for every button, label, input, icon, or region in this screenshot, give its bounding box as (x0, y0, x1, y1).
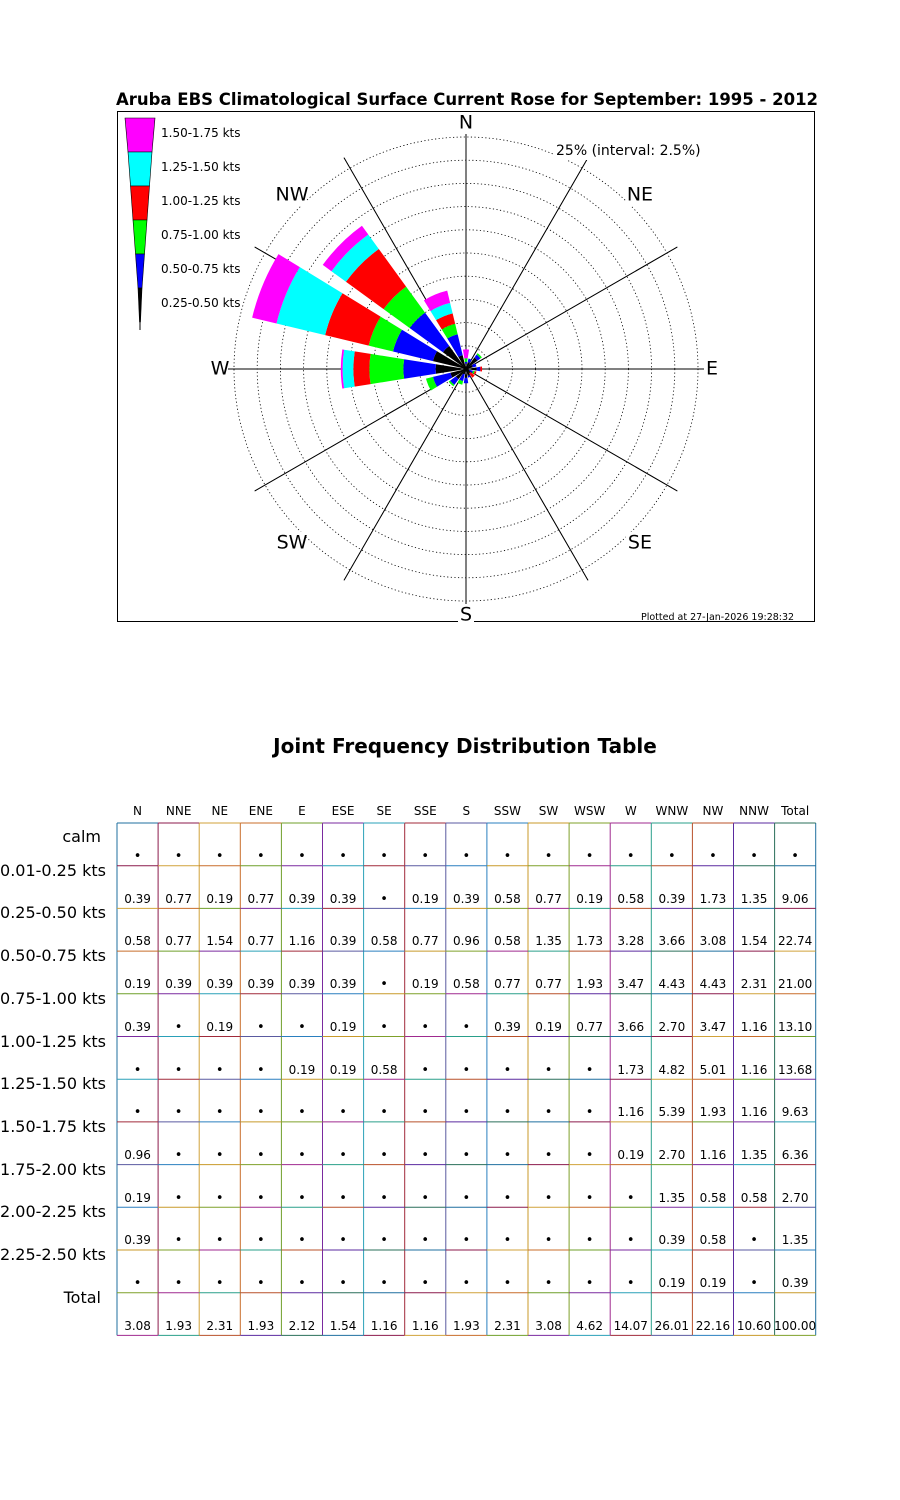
table-cell: • (380, 1147, 388, 1163)
table-cell: • (298, 1019, 306, 1035)
table-cell: 1.16 (617, 1105, 645, 1120)
table-cell: 1.73 (617, 1062, 645, 1077)
table-cell: 0.39 (124, 1233, 151, 1248)
table-cell: 1.93 (576, 977, 603, 992)
table-cell: • (585, 849, 594, 864)
ring-interval-label: 25% (interval: 2.5%) (556, 143, 701, 159)
table-cell: • (215, 1276, 224, 1291)
table-cell: 3.47 (699, 1019, 727, 1034)
table-cell: • (544, 1062, 553, 1078)
table-cell: 1.35 (535, 934, 562, 949)
table-cell: 100.00 (774, 1318, 817, 1333)
table-cell: 0.77 (494, 977, 521, 992)
table-col-header-e: E (298, 804, 306, 818)
table-cell: 0.39 (124, 1019, 151, 1034)
table-cell: • (585, 1276, 594, 1291)
table-cell: • (709, 849, 717, 864)
table-cell: 1.16 (288, 934, 316, 949)
table-col-header-w: W (624, 804, 637, 818)
table-cell: • (298, 849, 306, 864)
table-cell: • (462, 1019, 471, 1035)
table-cell: 0.39 (247, 977, 275, 992)
table-cell: 1.73 (576, 934, 603, 949)
table-cell: 0.39 (329, 977, 357, 992)
table-cell: 4.82 (658, 1062, 686, 1077)
table-cell: • (380, 1105, 388, 1121)
table-cell: • (174, 1147, 183, 1163)
table-cell: • (626, 1276, 635, 1291)
table-cell: 0.58 (124, 934, 151, 949)
table-cell: • (339, 849, 347, 864)
table-row-label: 1.00-1.25 kts (0, 1031, 106, 1051)
table-cell: • (174, 1233, 183, 1249)
compass-label-sw: SW (276, 531, 308, 554)
table-cell: • (215, 1147, 224, 1163)
table-cell: 0.39 (329, 891, 357, 906)
table-cell: • (503, 1105, 512, 1121)
table-cell: 22.74 (777, 934, 813, 949)
table-cell: 0.58 (452, 977, 480, 992)
table-cell: 21.00 (777, 977, 813, 992)
table-row-label: 0.75-1.00 kts (0, 988, 106, 1008)
table-cell: • (503, 1276, 512, 1291)
table-cell: 0.19 (411, 891, 439, 906)
table-cell: 22.16 (695, 1318, 731, 1333)
table-cell: 0.39 (452, 891, 480, 906)
table-cell: • (585, 1062, 594, 1078)
table-cell: 1.54 (740, 934, 768, 949)
table-cell: • (462, 1233, 471, 1249)
table-cell: 2.31 (740, 977, 768, 992)
table-cell: 0.58 (699, 1190, 727, 1205)
table-cell: • (380, 1233, 388, 1249)
table-col-header-nnw: NNW (739, 804, 769, 818)
table-cell: • (215, 1105, 224, 1121)
table-row-label: 2.25-2.50 kts (0, 1245, 106, 1264)
table-cell: 0.19 (329, 1019, 357, 1034)
table-cell: • (133, 1105, 142, 1121)
table-cell: • (298, 1190, 306, 1206)
table-row-label: 2.00-2.25 kts (0, 1202, 106, 1222)
table-cell: • (421, 1190, 430, 1206)
table-cell: • (257, 849, 265, 864)
legend-label-4: 0.50-0.75 kts (161, 262, 241, 276)
table-cell: • (544, 1276, 553, 1291)
table-cell: 1.35 (740, 1147, 768, 1162)
table-title: Joint Frequency Distribution Table (273, 734, 657, 758)
table-cell: 0.39 (658, 1233, 686, 1248)
table-cell: • (421, 1147, 430, 1163)
table-cell: 0.77 (411, 934, 439, 949)
table-cell: • (750, 849, 758, 864)
table-row-label: 1.75-2.00 kts (0, 1159, 106, 1179)
table-cell: • (174, 1190, 183, 1206)
table-cell: 0.39 (329, 934, 357, 949)
table-cell: • (626, 849, 635, 864)
table-row-label: calm (62, 827, 101, 846)
table-cell: 1.73 (699, 891, 727, 906)
table-col-header-wnw: WNW (655, 804, 689, 818)
table-cell: 1.93 (699, 1105, 727, 1120)
table-cell: 0.58 (699, 1233, 727, 1248)
table-cell: 0.19 (617, 1147, 645, 1162)
plotted-timestamp: Plotted at 27-Jan-2026 19:28:32 (641, 612, 795, 623)
table-cell: 1.54 (329, 1318, 357, 1333)
table-cell: • (585, 1233, 594, 1249)
table-cell: 1.93 (165, 1318, 192, 1333)
table-cell: 5.01 (699, 1062, 727, 1077)
table-cell: 1.54 (206, 934, 234, 949)
table-cell: • (421, 849, 430, 864)
table-cell: • (544, 1105, 553, 1121)
table-col-header-total: Total (781, 804, 810, 818)
table-cell: 13.10 (777, 1019, 813, 1034)
compass-label-n: N (458, 112, 474, 134)
table-cell: • (750, 1233, 758, 1249)
table-cell: • (503, 1190, 512, 1206)
table-cell: • (174, 1276, 183, 1291)
table-cell: • (503, 1147, 512, 1163)
table-cell: • (298, 1233, 306, 1249)
table-cell: 0.39 (781, 1276, 809, 1290)
table-cell: • (503, 1062, 512, 1078)
table-cell: • (257, 1062, 265, 1078)
table-cell: • (544, 849, 553, 864)
compass-label-e: E (705, 357, 719, 380)
table-cell: 0.19 (124, 1190, 151, 1205)
table-col-header-nne: NNE (165, 804, 192, 818)
table-cell: 2.12 (288, 1318, 316, 1333)
table-cell: 0.39 (494, 1019, 521, 1034)
legend-label-2: 1.00-1.25 kts (161, 194, 241, 208)
table-col-header-sw: SW (538, 804, 559, 818)
table-cell: 0.39 (206, 977, 234, 992)
table-cell: 1.16 (411, 1318, 439, 1333)
table-cell: 0.58 (740, 1190, 768, 1205)
table-cell: • (339, 1105, 347, 1121)
table-cell: • (380, 891, 388, 907)
table-row-label: 0.25-0.50 kts (0, 903, 106, 923)
table-cell: 9.06 (781, 891, 809, 906)
table-row-label: 0.01-0.25 kts (0, 860, 106, 880)
table-cell: • (462, 1062, 471, 1078)
table-cell: 3.28 (617, 934, 645, 949)
table-cell: 1.35 (658, 1190, 686, 1205)
table-cell: 0.39 (165, 977, 192, 992)
table-cell: • (626, 1190, 635, 1206)
table-cell: • (585, 1190, 594, 1206)
table-cell: 13.68 (777, 1062, 813, 1077)
table-cell: • (298, 1105, 306, 1121)
table-cell: • (380, 1190, 388, 1206)
table-cell: 0.77 (535, 891, 562, 906)
table-cell: 0.19 (206, 1019, 234, 1034)
table-col-header-ne: NE (211, 804, 229, 818)
table-cell: 0.19 (576, 891, 603, 906)
table-col-header-s: S (462, 804, 471, 818)
table-cell: • (257, 1019, 265, 1035)
table-cell: • (380, 849, 388, 864)
table-cell: • (339, 1147, 347, 1163)
table-cell: 0.19 (535, 1019, 562, 1034)
table-cell: • (544, 1233, 553, 1249)
table-cell: 2.70 (658, 1147, 686, 1162)
table-cell: 0.19 (699, 1276, 727, 1290)
table-cell: 0.19 (124, 977, 151, 992)
table-cell: • (462, 1276, 471, 1291)
table-cell: • (174, 1062, 183, 1078)
table-cell: • (421, 1276, 430, 1291)
table-cell: • (380, 977, 388, 993)
legend-label-0: 1.50-1.75 kts (161, 126, 241, 140)
table-cell: 4.43 (658, 977, 686, 992)
table-cell: 1.16 (740, 1105, 768, 1120)
table-cell: • (215, 1062, 224, 1078)
legend-label-1: 1.25-1.50 kts (161, 160, 241, 174)
table-col-header-ene: ENE (248, 804, 273, 818)
table-cell: • (257, 1147, 265, 1163)
table-row-label: 0.50-0.75 kts (0, 946, 106, 966)
table-cell: 0.58 (370, 1062, 398, 1077)
table-col-header-ssw: SSW (493, 804, 521, 818)
table-cell: 26.01 (654, 1318, 690, 1333)
table-cell: • (380, 1019, 388, 1035)
compass-label-s: S (459, 603, 473, 623)
table-cell: • (585, 1105, 594, 1121)
table-cell: 0.77 (576, 1019, 603, 1034)
table-cell: 5.39 (658, 1105, 686, 1120)
table-col-header-nw: NW (702, 804, 724, 818)
table-cell: 0.77 (247, 891, 275, 906)
table-cell: 1.16 (740, 1062, 768, 1077)
table-cell: 10.60 (736, 1318, 772, 1333)
table-cell: 0.39 (658, 891, 686, 906)
compass-label-se: SE (627, 531, 652, 554)
table-cell: 2.70 (658, 1019, 686, 1034)
table-cell: 3.08 (699, 934, 727, 949)
table-cell: 0.77 (165, 934, 192, 949)
table-cell: • (215, 1190, 224, 1206)
table-cell: 14.07 (613, 1318, 648, 1333)
table-cell: 0.58 (370, 934, 398, 949)
table-cell: • (215, 849, 224, 864)
table-cell: 6.36 (781, 1147, 809, 1162)
table-col-header-n: N (133, 804, 143, 818)
table-col-header-ese: ESE (331, 804, 355, 818)
table-row-label: 1.25-1.50 kts (0, 1074, 106, 1094)
table-cell: 4.62 (576, 1318, 603, 1333)
table-cell: • (421, 1019, 430, 1035)
table-cell: • (462, 1105, 471, 1121)
table-cell: • (339, 1190, 347, 1206)
table-col-header-se: SE (376, 804, 392, 818)
table-cell: • (174, 1105, 183, 1121)
table-col-header-wsw: WSW (573, 804, 606, 818)
table-cell: • (133, 1276, 142, 1291)
table-cell: • (462, 1147, 471, 1163)
table-cell: 0.77 (247, 934, 275, 949)
table-cell: 2.70 (781, 1190, 809, 1205)
table-cell: • (626, 1233, 635, 1249)
table-cell: 3.47 (617, 977, 645, 992)
table-cell: 0.19 (206, 891, 234, 906)
table-cell: • (215, 1233, 224, 1249)
table-cell: • (750, 1276, 758, 1291)
table-cell: 0.19 (411, 977, 439, 992)
table-cell: 0.58 (617, 891, 645, 906)
table-cell: 0.96 (124, 1147, 151, 1162)
table-cell: • (462, 1190, 471, 1206)
table-cell: • (257, 1233, 265, 1249)
table-cell: 0.39 (288, 891, 316, 906)
table-cell: 3.66 (658, 934, 686, 949)
table-cell: • (298, 1276, 306, 1291)
table-row-label-total: Total (63, 1287, 101, 1307)
table-cell: • (298, 1147, 306, 1163)
rose-title: Aruba EBS Climatological Surface Current Rose for September: 1995 - 2012 (115, 90, 819, 109)
table-cell: • (585, 1147, 594, 1163)
table-cell: 0.39 (124, 891, 151, 906)
table-cell: 3.08 (124, 1318, 151, 1333)
table-cell: • (421, 1062, 430, 1078)
table-cell: • (174, 1019, 183, 1035)
table-row-label: 1.50-1.75 kts (0, 1116, 106, 1136)
table-cell: 0.39 (288, 977, 316, 992)
table-cell: • (133, 849, 142, 864)
table-cell: 4.43 (699, 977, 727, 992)
table-cell: • (503, 1233, 512, 1249)
table-cell: • (380, 1276, 388, 1291)
table-cell: 0.19 (329, 1062, 357, 1077)
table-cell: • (257, 1276, 265, 1291)
table-cell: 3.66 (617, 1019, 645, 1034)
table-cell: 1.16 (370, 1318, 398, 1333)
table-cell: • (544, 1147, 553, 1163)
table-cell: • (174, 849, 183, 864)
legend-label-3: 0.75-1.00 kts (161, 228, 241, 242)
table-cell: 2.31 (206, 1318, 234, 1333)
table-cell: • (421, 1105, 430, 1121)
compass-label-ne: NE (626, 183, 654, 206)
table-cell: 1.93 (452, 1318, 480, 1333)
table-cell: 0.58 (494, 891, 521, 906)
compass-label-w: W (210, 357, 230, 380)
compass-label-nw: NW (275, 183, 309, 206)
table-cell: 1.35 (740, 891, 768, 906)
table-cell: 0.77 (165, 891, 192, 906)
table-cell: • (503, 849, 512, 864)
table-cell: 1.35 (781, 1233, 809, 1248)
table-cell: 0.96 (452, 934, 480, 949)
table-cell: 2.31 (494, 1318, 521, 1333)
table-cell: • (339, 1233, 347, 1249)
table-cell: 0.77 (535, 977, 562, 992)
table-cell: • (257, 1105, 265, 1121)
table-cell: 3.08 (535, 1318, 562, 1333)
table-cell: 1.16 (740, 1019, 768, 1034)
table-cell: 0.58 (494, 934, 521, 949)
table-cell: 0.19 (658, 1276, 686, 1290)
table-col-header-sse: SSE (413, 804, 437, 818)
table-cell: • (257, 1190, 265, 1206)
table-cell: • (462, 849, 471, 864)
table-cell: 1.16 (699, 1147, 727, 1162)
table-cell: • (133, 1062, 142, 1078)
table-cell: • (544, 1190, 553, 1206)
legend-label-5: 0.25-0.50 kts (161, 296, 241, 310)
table-cell: • (421, 1233, 430, 1249)
table-cell: • (791, 849, 799, 864)
table-cell: 9.63 (781, 1105, 809, 1120)
table-cell: 1.93 (247, 1318, 275, 1333)
table-cell: • (668, 849, 676, 864)
table-cell: 0.19 (288, 1062, 316, 1077)
table-cell: • (339, 1276, 347, 1291)
